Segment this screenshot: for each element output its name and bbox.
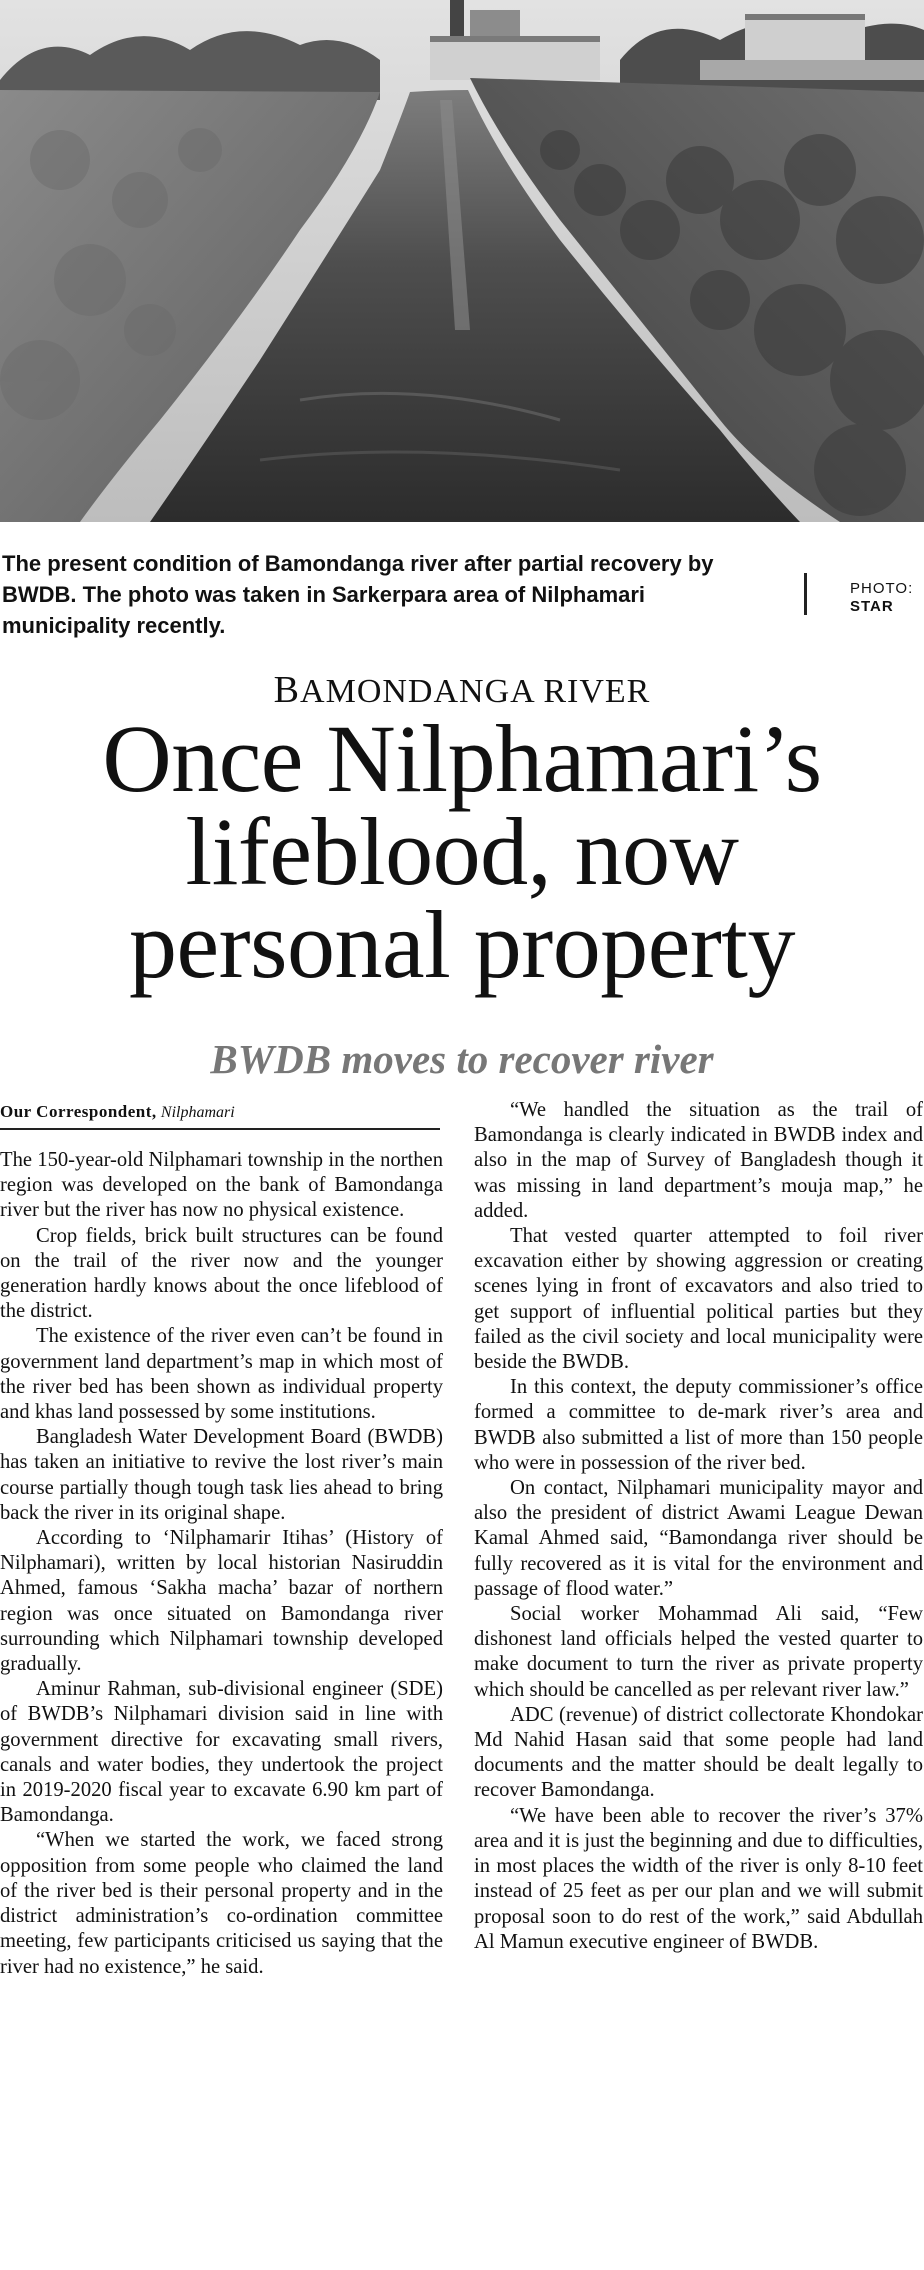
paragraph: Aminur Rahman, sub-divisional engineer (SDE) of BWDB’s Nilphamari division said in line with government directive for excavating small rivers, canals and water bodies, they undertook the project in 2019-2020 fiscal year to excavate 6.90 km part of Bamondanga. bbox=[0, 1678, 443, 1827]
paragraph: Bangladesh Water Development Board (BWDB) has taken an initiative to revive the lost river’s main course partially though tough task lies ahead to bring back the river in its original shape. bbox=[0, 1426, 443, 1524]
paragraph: In this context, the deputy commissioner’s office formed a committee to de-mark river’s area and BWDB also submitted a list of more than 150 people who were in possession of the river bed. bbox=[474, 1376, 923, 1474]
paragraph: Social worker Mohammad Ali said, “Few dishonest land officials helped the vested quarter to make document to turn the river as private property which should be cancelled as per relevant river law.” bbox=[474, 1603, 923, 1701]
byline-location: Nilphamari bbox=[160, 1104, 235, 1121]
headline-line-2: lifeblood, now bbox=[185, 798, 739, 905]
headline-line-3: personal property bbox=[129, 891, 795, 998]
paragraph: On contact, Nilphamari municipality mayor and also the president of district Awami League Dewan Kamal Ahmed said, “Bamondanga river should be fully recovered as it is vital for the environment and passage of flood water.” bbox=[474, 1477, 923, 1600]
paragraph: The existence of the river even can’t be found in government land department’s map in which most of the river bed has been shown as individual property and khas land possessed by some institutions. bbox=[0, 1325, 443, 1424]
paragraph: That vested quarter attempted to foil river excavation either by showing aggression or creating scenes lying in front of excavators and also tried to get support of influential political parties but they failed as the civil society and local municipality were beside the BWDB. bbox=[474, 1225, 923, 1374]
paragraph: “We have been able to recover the river’s 37% area and it is just the beginning and due to difficulties, in most places the width of the river is only 8-10 feet instead of 25 feet as per our plan and we will submit proposal soon to do rest of the work,” said Abdullah Al Mamun executive engineer of BWDB. bbox=[474, 1804, 923, 1953]
article-column-2 bbox=[474, 1098, 923, 1955]
subheadline: BWDB moves to recover river bbox=[210, 1036, 714, 1082]
byline-author: Our Correspondent, bbox=[0, 1102, 157, 1121]
photo-credit-source: STAR bbox=[850, 598, 894, 615]
article-column-1 bbox=[0, 1148, 443, 1980]
headline bbox=[0, 705, 924, 998]
photo-caption: The present condition of Bamondanga river after partial recovery by BWDB. The photo was taken in Sarkerpara area of Nilphamari municipality recently. bbox=[2, 551, 714, 638]
photo-credit bbox=[850, 580, 924, 616]
byline bbox=[0, 1100, 438, 1125]
river-photo bbox=[0, 0, 924, 522]
paragraph: The 150-year-old Nilphamari township in the northen region was developed on the bank of Bamondanga river but the river has now no physical existence. bbox=[0, 1149, 443, 1222]
paragraph: Crop fields, brick built structures can be found on the trail of the river now and the younger generation hardly knows about the once lifeblood of the district. bbox=[0, 1224, 443, 1323]
paragraph: According to ‘Nilphamarir Itihas’ (History of Nilphamari), written by local historian Nasiruddin Ahmed, famous ‘Sakha macha’ bazar of northern region was once situated on Bamondanga river surrounding which Nilphamari township developed gradually. bbox=[0, 1527, 443, 1676]
paragraph: ADC (revenue) of district collectorate Khondokar Md Nahid Hasan said that some people had land documents and the matter should be dealt legally to recover Bamondanga. bbox=[474, 1703, 923, 1802]
paragraph: “When we started the work, we faced strong opposition from some people who claimed the land of the river bed is their personal property and in the district administration’s co-ordination committee meeting, few participants criticised us saying that the river had no existence,” he said. bbox=[0, 1829, 443, 1978]
kicker-rest: AMONDANGA RIVER bbox=[300, 673, 651, 710]
byline-rule bbox=[0, 1128, 440, 1130]
paragraph: “We handled the situation as the trail of Bamondanga is clearly indicated in BWDB index and also in the map of Survey of Bangladesh though it was missing in land department’s mouja map,” he added. bbox=[474, 1099, 923, 1222]
credit-divider bbox=[804, 573, 807, 615]
kicker-initial: B bbox=[273, 669, 301, 711]
photo-credit-label: PHOTO: bbox=[850, 580, 914, 597]
headline-line-1: Once Nilphamari’s bbox=[102, 705, 822, 812]
